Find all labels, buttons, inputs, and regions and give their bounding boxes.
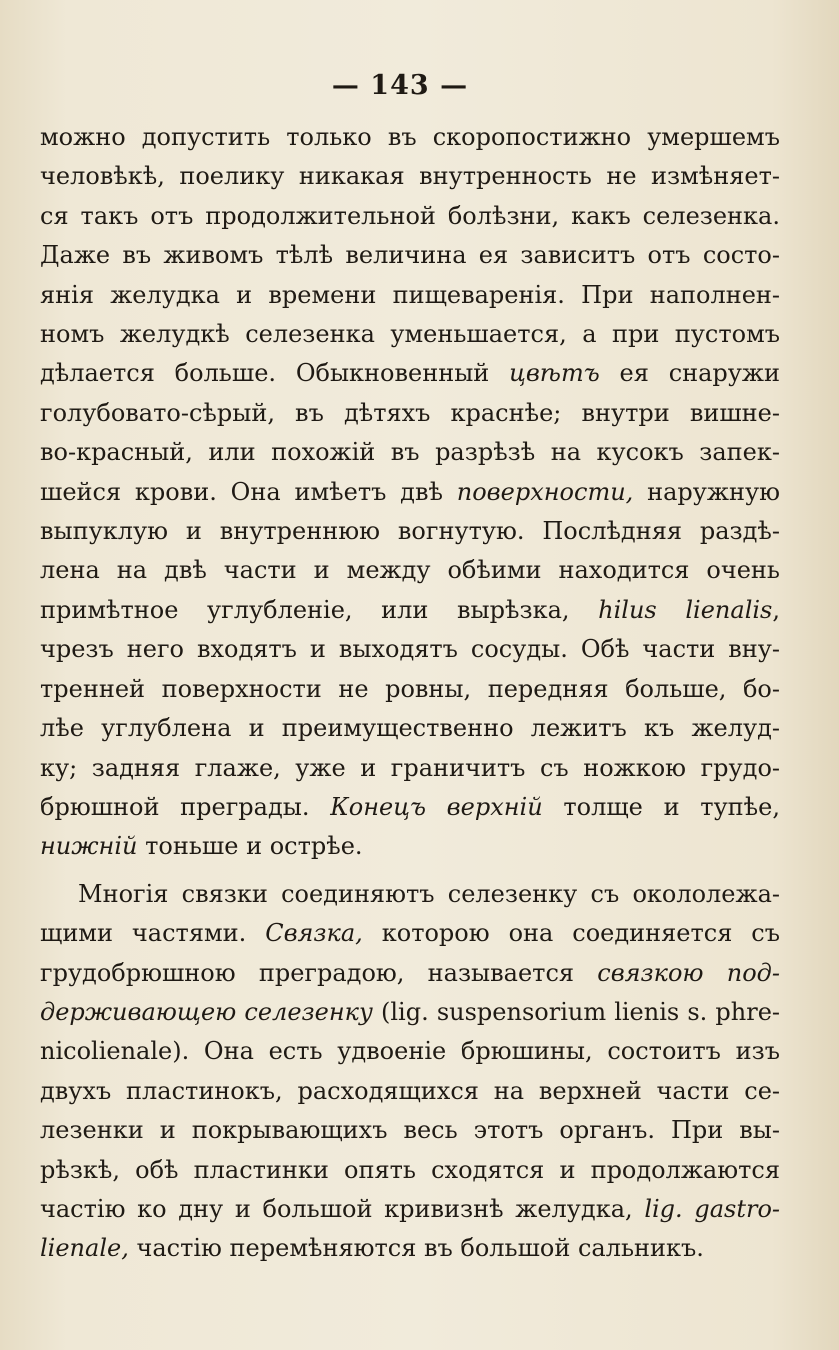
- text-line: [40, 875, 780, 914]
- page-number: — 143 —: [331, 70, 469, 101]
- italic-term: связкою под-: [597, 958, 780, 987]
- text-run: брюшной преграды.: [40, 792, 331, 821]
- paragraph: [40, 875, 780, 1269]
- italic-term: нижній: [40, 832, 138, 861]
- text-line: [40, 512, 780, 551]
- text-run: двухъ пластинокъ, расходящихся на верхней части се-: [40, 1076, 780, 1105]
- text-line: [40, 551, 780, 590]
- text-run: янія желудка и времени пищеваренія. При наполнен-: [40, 280, 780, 309]
- text-line: [40, 433, 780, 472]
- text-line: [40, 1111, 780, 1150]
- text-run: выпуклую и внутреннюю вогнутую. Послѣдняя раздѣ-: [40, 517, 780, 546]
- text-run: рѣзкѣ, обѣ пластинки опять сходятся и продолжаются: [40, 1155, 780, 1184]
- text-run: наружную: [633, 477, 780, 506]
- text-run: щими частями.: [40, 919, 266, 948]
- italic-term: Конецъ верхній: [330, 792, 543, 821]
- italic-term: цвѣтъ: [509, 359, 600, 388]
- text-run: nicolienale). Она есть удвоеніе брюшины, состоитъ изъ: [40, 1037, 780, 1066]
- text-line: [40, 709, 780, 748]
- text-run: частію ко дну и большой кривизнѣ желудка,: [40, 1194, 645, 1223]
- text-run: дѣлается больше. Обыкновенный: [40, 359, 510, 388]
- text-line: [40, 591, 780, 630]
- text-line: [40, 315, 780, 354]
- italic-term: Связка,: [265, 919, 363, 948]
- paragraph-gap: [40, 867, 780, 875]
- text-run: Многія связки соединяютъ селезенку съ окололежа-: [78, 879, 780, 908]
- text-line: [40, 670, 780, 709]
- text-line: [40, 236, 780, 275]
- text-run: лена на двѣ части и между обѣими находится очень: [40, 556, 780, 585]
- text-run: тоньше и острѣе.: [137, 832, 363, 861]
- body-text: [40, 118, 780, 1269]
- italic-term: поверхности,: [456, 477, 634, 506]
- text-run: грудобрюшною преградою, называется: [40, 958, 598, 987]
- text-run: можно допустить только въ скоропостижно умершемъ: [40, 123, 780, 151]
- text-run: (lig. suspensorium lienis s. phre-: [372, 997, 780, 1026]
- text-line: [40, 473, 780, 512]
- text-line: [40, 1151, 780, 1190]
- text-line: [40, 157, 780, 196]
- text-run: ся такъ отъ продолжительной болѣзни, какъ селезенка.: [40, 201, 780, 230]
- text-line: [40, 118, 780, 157]
- text-line: [40, 630, 780, 669]
- text-line: [40, 1072, 780, 1111]
- text-line: [40, 827, 780, 866]
- text-line: [40, 354, 780, 393]
- text-run: шейся крови. Она имѣетъ двѣ: [40, 477, 457, 506]
- text-run: голубовато-сѣрый, въ дѣтяхъ краснѣе; внутри вишне-: [40, 398, 780, 427]
- text-line: [40, 914, 780, 953]
- text-line: [40, 1032, 780, 1071]
- text-run: человѣкѣ, поелику никакая внутренность не измѣняет-: [40, 162, 780, 191]
- text-run: примѣтное углубленіе, или вырѣзка,: [40, 595, 599, 624]
- text-run: толще и тупѣе,: [542, 792, 780, 821]
- italic-term: hilus lienalis: [598, 595, 773, 624]
- text-run: Даже въ живомъ тѣлѣ величина ея зависитъ отъ состо-: [40, 241, 780, 270]
- text-line: [40, 954, 780, 993]
- italic-term: lig. gastro-: [644, 1194, 780, 1223]
- text-run: лѣе углублена и преимущественно лежитъ къ желуд-: [40, 714, 780, 743]
- italic-term: lienale,: [40, 1234, 129, 1263]
- text-line: [40, 276, 780, 315]
- text-run: ,: [772, 595, 781, 624]
- text-run: ея снаружи: [599, 359, 780, 388]
- text-line: [40, 394, 780, 433]
- text-line: [40, 1190, 780, 1229]
- text-run: частію перемѣняются въ большой сальникъ.: [128, 1234, 704, 1263]
- text-run: тренней поверхности не ровны, передняя больше, бо-: [40, 674, 780, 703]
- paragraph: [40, 118, 780, 867]
- text-line: [40, 1229, 780, 1268]
- text-line: [40, 788, 780, 827]
- italic-term: держивающею селезенку: [40, 997, 373, 1026]
- text-run: номъ желудкѣ селезенка уменьшается, а при пустомъ: [40, 320, 780, 349]
- text-run: во-красный, или похожій въ разрѣзѣ на кусокъ запек-: [40, 438, 780, 467]
- text-line: [40, 993, 780, 1032]
- text-line: [40, 197, 780, 236]
- text-run: которою она соединяется съ: [362, 919, 780, 948]
- text-run: чрезъ него входятъ и выходятъ сосуды. Обѣ части вну-: [40, 635, 780, 664]
- text-run: ку; задняя глаже, уже и граничитъ съ ножкою грудо-: [40, 753, 780, 782]
- text-run: лезенки и покрывающихъ весь этотъ органъ. При вы-: [40, 1116, 780, 1145]
- text-line: [40, 749, 780, 788]
